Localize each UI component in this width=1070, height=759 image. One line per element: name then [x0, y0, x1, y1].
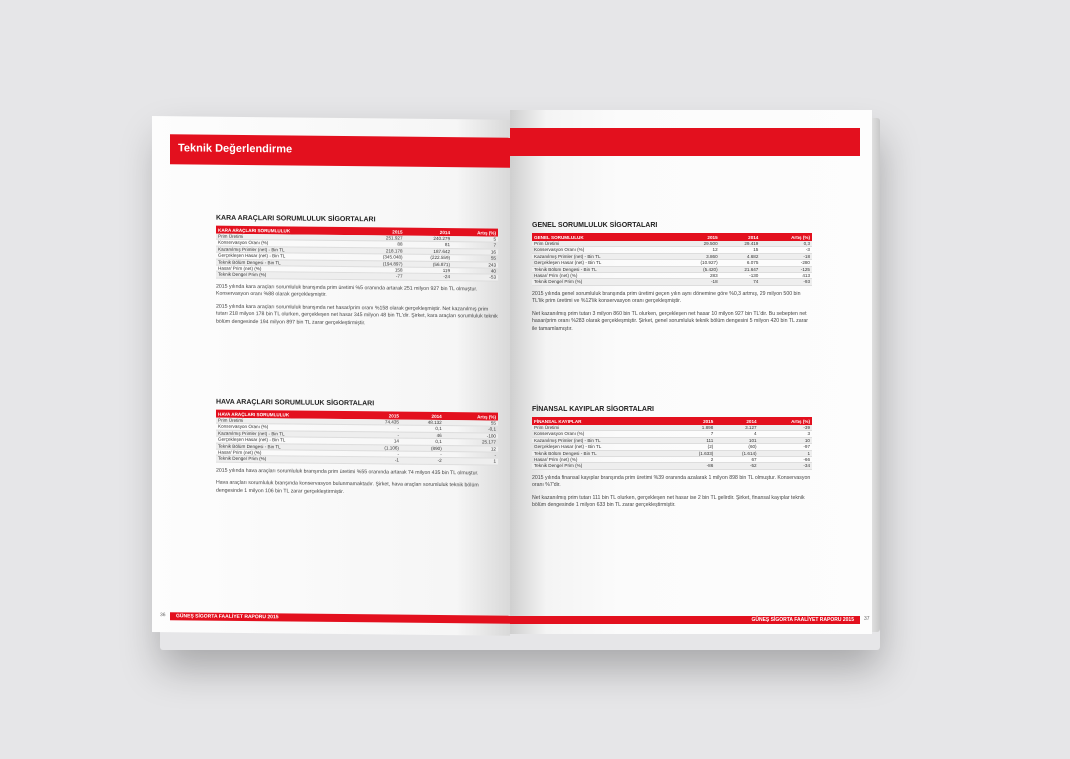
column-header: Artış (%): [759, 417, 812, 425]
right-page: [510, 110, 872, 634]
table-cell: 40: [452, 268, 498, 275]
table-cell: 0,1: [401, 426, 444, 433]
table-cell: -97: [759, 444, 812, 450]
table-cell: 74.435: [357, 419, 401, 425]
table-cell: 14: [357, 438, 401, 445]
table-cell: 67: [715, 457, 758, 463]
column-header: HAVA ARAÇLARI SORUMLULUK: [216, 410, 357, 419]
table-cell: Hasar/ Prim (net) (%): [216, 449, 357, 457]
table-cell: -: [357, 451, 401, 458]
table-cell: Konservasyon Oranı (%): [532, 247, 672, 253]
table-cell: (345.048): [357, 254, 405, 261]
table-cell: Teknik Bölüm Dengesi - Bin TL: [532, 266, 672, 272]
column-header: KARA ARAÇLARI SORUMLULUK: [216, 226, 357, 235]
table-cell: 55: [452, 255, 498, 262]
table-cell: 243: [452, 261, 498, 268]
table-cell: Teknik Bölüm Dengesi - Bin TL: [216, 443, 357, 451]
section-title: GENEL SORUMLULUK SİGORTALARI: [532, 222, 658, 229]
table-cell: (56.871): [405, 261, 453, 268]
header-bar: [170, 134, 510, 168]
table-cell: Kazanılmış Primler (net) - Bin TL: [532, 253, 672, 259]
paragraph: 2015 yılında hava araçları sorumluluk branşında prim üretimi %55 oranında artarak 74 milyon 435 bin TL olmuştur.: [216, 467, 479, 477]
column-header: Artış (%): [452, 228, 498, 236]
table-cell: -39: [759, 425, 812, 431]
table-cell: 48.132: [401, 420, 444, 426]
paragraph: 2015 yılında finansal kayıplar branşında prim üretimi %39 oranında azalarak 1 milyon 898 bin TL olmuştur. Konservasyon oranı %7'dir.: [532, 474, 811, 489]
table-cell: 25.177: [444, 439, 498, 446]
table-cell: 29.419: [720, 241, 761, 247]
table-cell: 251.927: [357, 235, 405, 241]
table-cell: 6.075: [720, 260, 761, 266]
table-cell: -18: [672, 279, 720, 285]
paragraph: Net kazanılmış prim tutarı 3 milyon 860 bin TL olurken, gerçekleşen net hasar 10 milyon 927 bin TL'dir. Bu sebepten net hasar/prim oranı %283 olarak gerçekleşmiştir. Şirket, genel sorumluluk teknik bölüm dengesini 5 milyon 420 bin TL zarar ile tamamlamıştır.: [532, 310, 808, 332]
table-cell: 5: [452, 236, 498, 242]
table-cell: Prim Üretimi: [532, 241, 672, 247]
table-cell: -130: [720, 273, 761, 279]
table-cell: 12: [444, 445, 498, 452]
table-cell: -53: [452, 274, 498, 281]
section-title: KARA ARAÇLARI SORUMLULUK SİGORTALARI: [216, 214, 376, 224]
table-cell: 88: [357, 241, 405, 248]
table-cell: -: [357, 431, 401, 438]
column-header: 2015: [357, 411, 401, 419]
table-cell: Hasar/ Prim (net) (%): [532, 273, 672, 279]
hava-table: [216, 410, 498, 466]
table-row: [532, 279, 812, 285]
table-cell: Konservasyon Oranı (%): [532, 431, 672, 437]
column-header: GENEL SORUMLULUK: [532, 233, 672, 241]
header-bar: [510, 128, 860, 156]
table-cell: (5.420): [672, 266, 720, 272]
footer-text: GÜNEŞ SİGORTA FAALİYET RAPORU 2015: [751, 617, 854, 623]
table-cell: Hasar/ Prim (net) (%): [216, 265, 357, 273]
table-cell: -125: [760, 266, 812, 272]
table-cell: -280: [760, 260, 812, 266]
page-title: Teknik Değerlendirme: [178, 142, 293, 156]
table-cell: (60): [715, 444, 758, 450]
table-cell: Kazanılmış Primler (net) - Bin TL: [216, 246, 357, 254]
table-cell: (890): [401, 445, 444, 452]
table-cell: -: [401, 451, 444, 458]
table-cell: Gerçekleşen Hasar (net) - Bin TL: [216, 436, 357, 444]
section-title: HAVA ARAÇLARI SORUMLULUK SİGORTALARI: [216, 398, 375, 408]
column-header: Artış (%): [760, 233, 812, 241]
table-cell: 0,1: [401, 438, 444, 445]
table-cell: Prim Üretimi: [216, 234, 357, 241]
table-cell: Prim Üretimi: [532, 425, 672, 431]
table-cell: -: [444, 452, 498, 459]
column-header: 2014: [715, 417, 758, 425]
genel-table: [532, 233, 812, 286]
table-header-row: [532, 417, 812, 425]
column-header: 2015: [357, 227, 405, 235]
table-cell: -77: [357, 273, 405, 280]
finansal-table: [532, 417, 812, 470]
paragraph: Hava araçları sorumluluk branşında konservasyon bulunmamaktadır. Şirket, hava araçları sorumluluk teknik bölüm dengesinde 1 milyon 106 bin TL zarar gerçekleştirmiştir.: [216, 480, 479, 495]
table-cell: 7: [452, 242, 498, 249]
paragraph: Net kazanılmış prim tutarı 111 bin TL olurken, gerçekleşen net hasar ise 2 bin TL gelirdir. Şirket, finansal kayıplar teknik bölüm dengesinde 1 milyon 633 bin TL zarar gerçekleştirmiştir.: [532, 494, 805, 509]
table-cell: (1.633): [672, 450, 715, 456]
table-cell: 240.279: [405, 236, 453, 242]
table-cell: -66: [759, 457, 812, 463]
page-number: 37: [864, 616, 870, 622]
table-cell: 2: [672, 457, 715, 463]
table-cell: -34: [759, 463, 812, 469]
table-cell: 81: [405, 242, 453, 249]
table-cell: 4.682: [720, 253, 761, 259]
table-cell: 10: [759, 437, 812, 443]
hava-section: [216, 399, 498, 498]
table-cell: 29.500: [672, 241, 720, 247]
table-cell: 101: [715, 437, 758, 443]
page-number: 36: [160, 612, 166, 619]
table-cell: 0,3: [760, 241, 812, 247]
table-cell: 218.178: [357, 247, 405, 254]
table-cell: (2): [672, 444, 715, 450]
table-cell: Teknik Bölüm Dengesi - Bin TL: [216, 259, 357, 267]
table-cell: Teknik Denge/ Prim (%): [216, 272, 357, 280]
paragraph: 2015 yılında genel sorumluluk branşında prim üretimi geçen yılın aynı dönemine göre %0,3 artmış, 29 milyon 500 bin TL'lik prim üretimi ve %12'lik konservasyon oranı gerçekleşmiştir.: [532, 290, 801, 305]
table-cell: 283: [672, 273, 720, 279]
table-cell: Konservasyon Oranı (%): [216, 424, 357, 432]
table-cell: -2: [401, 458, 444, 465]
footer-bar: [170, 612, 510, 624]
table-cell: (222.559): [405, 254, 453, 261]
section-title: FİNANSAL KAYIPLAR SİGORTALARI: [532, 406, 654, 413]
table-cell: -: [357, 425, 401, 432]
table-cell: 3: [759, 431, 812, 437]
table-cell: Teknik Bölüm Dengesi - Bin TL: [532, 450, 672, 456]
table-cell: -3: [760, 247, 812, 253]
column-header: 2014: [405, 228, 453, 236]
table-row: [532, 463, 812, 469]
table-cell: -100: [444, 432, 498, 439]
table-cell: Kazanılmış Primler (net) - Bin TL: [532, 437, 672, 443]
table-cell: -0,1: [444, 426, 498, 433]
table-cell: Gerçekleşen Hasar (net) - Bin TL: [216, 252, 357, 260]
table-cell: -18: [760, 253, 812, 259]
table-cell: 16: [452, 248, 498, 255]
table-cell: 3.127: [715, 425, 758, 431]
table-cell: -24: [405, 274, 453, 281]
table-cell: Prim Üretimi: [216, 418, 357, 425]
column-header: Artış (%): [444, 412, 498, 421]
table-cell: Hasar/ Prim (net) (%): [532, 457, 672, 463]
table-cell: (10.927): [672, 260, 720, 266]
table-cell: 158: [357, 267, 405, 274]
column-header: 2014: [401, 412, 444, 420]
column-header: 2015: [672, 417, 715, 425]
table-cell: 15: [720, 247, 761, 253]
table-cell: 21.647: [720, 266, 761, 272]
table-cell: (1.106): [357, 444, 401, 451]
table-cell: -52: [715, 463, 758, 469]
table-cell: -86: [672, 463, 715, 469]
genel-section: [532, 222, 812, 333]
table-cell: 1: [759, 450, 812, 456]
table-cell: Teknik Denge/ Prim (%): [532, 279, 672, 285]
table-cell: 1: [444, 458, 498, 465]
table-cell: 46: [401, 432, 444, 439]
kara-section: [216, 215, 498, 329]
footer-text: GÜNEŞ SİGORTA FAALİYET RAPORU 2015: [176, 613, 279, 621]
column-header: 2014: [720, 233, 761, 241]
table-cell: 12: [672, 247, 720, 253]
kara-table: [216, 226, 498, 282]
paragraph: 2015 yılında kara araçları sorumluluk branşında net hasar/prim oranı %158 olarak gerçekleşmiştir. Net kazanılmış prim tutarı 218 milyon 178 bin TL olurken, gerçekleşen net hasar 345 milyon 48 bin TL'dir. Şirket, kara araçları sorumluluk teknik bölüm dengesinde 194 milyon 897 bin TL zarar gerçekleştirmiştir.: [216, 303, 498, 327]
table-cell: Gerçekleşen Hasar (net) - Bin TL: [532, 260, 672, 266]
table-cell: Kazanılmış Primler (net) - Bin TL: [216, 430, 357, 438]
table-cell: -1: [357, 457, 401, 464]
table-cell: 4: [715, 431, 758, 437]
column-header: FİNANSAL KAYIPLAR: [532, 417, 672, 425]
table-cell: 187.642: [405, 248, 453, 255]
table-cell: (194.897): [357, 260, 405, 267]
footer-bar: [510, 616, 860, 624]
table-cell: Teknik Denge/ Prim (%): [216, 456, 357, 464]
table-cell: (1.614): [715, 450, 758, 456]
table-cell: 111: [672, 437, 715, 443]
table-cell: 119: [405, 267, 453, 274]
column-header: 2015: [672, 233, 720, 241]
table-cell: 413: [760, 273, 812, 279]
table-cell: 1.898: [672, 425, 715, 431]
table-cell: 55: [444, 420, 498, 426]
table-cell: 7: [672, 431, 715, 437]
table-header-row: [532, 233, 812, 241]
paragraph: 2015 yılında kara araçları sorumluluk branşında prim üretimi %5 oranında artarak 251 milyon 927 bin TL olmuştur. Konservasyon oranı %88 olarak gerçekleşmiştir.: [216, 283, 478, 299]
table-cell: -93: [760, 279, 812, 285]
table-cell: Konservasyon Oranı (%): [216, 240, 357, 248]
table-cell: 3.860: [672, 253, 720, 259]
table-cell: Gerçekleşen Hasar (net) - Bin TL: [532, 444, 672, 450]
finansal-section: [532, 406, 812, 510]
table-cell: 74: [720, 279, 761, 285]
left-page: [152, 116, 510, 636]
table-cell: Teknik Denge/ Prim (%): [532, 463, 672, 469]
